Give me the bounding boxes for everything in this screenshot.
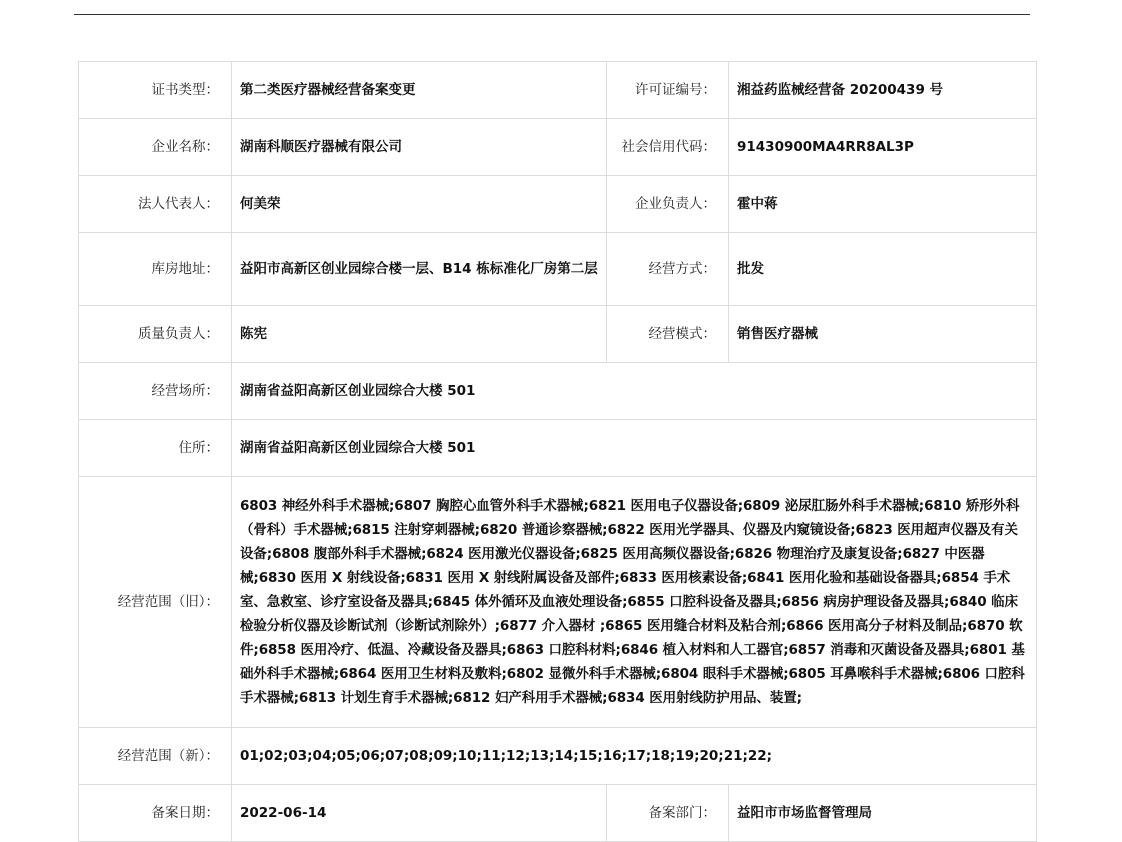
company-head-label: 企业负责人： xyxy=(607,176,729,233)
record-dept-label: 备案部门： xyxy=(607,785,729,842)
license-no-value: 湘益药监械经营备 20200439 号 xyxy=(729,62,1037,119)
warehouse-label: 库房地址： xyxy=(79,233,232,306)
warehouse-value: 益阳市高新区创业园综合楼一层、B14 栋标准化厂房第二层 xyxy=(232,233,607,306)
company-head-value: 霍中蒋 xyxy=(729,176,1037,233)
cert-type-value: 第二类医疗器械经营备案变更 xyxy=(232,62,607,119)
cert-type-label: 证书类型： xyxy=(79,62,232,119)
business-model-label: 经营模式： xyxy=(607,306,729,363)
record-date-value: 2022-06-14 xyxy=(232,785,607,842)
residence-value: 湖南省益阳高新区创业园综合大楼 501 xyxy=(232,420,1037,477)
residence-label: 住所： xyxy=(79,420,232,477)
company-name-label: 企业名称： xyxy=(79,119,232,176)
row-scope-old xyxy=(79,477,1037,728)
business-mode-value: 批发 xyxy=(729,233,1037,306)
row-record-date xyxy=(79,785,1037,842)
row-scope-new xyxy=(79,728,1037,785)
business-place-label: 经营场所： xyxy=(79,363,232,420)
row-cert-type xyxy=(79,62,1037,119)
row-legal-rep xyxy=(79,176,1037,233)
company-name-value: 湖南科顺医疗器械有限公司 xyxy=(232,119,607,176)
row-company-name xyxy=(79,119,1037,176)
quality-head-label: 质量负责人： xyxy=(79,306,232,363)
credit-code-value: 91430900MA4RR8AL3P xyxy=(729,119,1037,176)
scope-old-value: 6803 神经外科手术器械;6807 胸腔心血管外科手术器械;6821 医用电子仪器设备;6809 泌尿肛肠外科手术器械;6810 矫形外科（骨科）手术器械;6815 注射穿刺器械;6820 普通诊察器械;6822 医用光学器具、仪器及内窥镜设备;6823 医用超声仪器及有关设备;6808 腹部外科手术器械;6824 医用激光仪器设备;6825 医用高频仪器设备;6826 物理治疗及康复设备;6827 中医器械;6830 医用 X 射线设备;6831 医用 X 射线附属设备及部件;6833 医用核素设备;6841 医用化验和基础设备器具;6854 手术室、急救室、诊疗室设备及器具;6845 体外循环及血液处理设备;6855 口腔科设备及器具;6856 病房护理设备及器具;6840 临床检验分析仪器及诊断试剂（诊断试剂除外）;6877 介入器材 ;6865 医用缝合材料及粘合剂;6866 医用高分子材料及制品;6870 软件;6858 医用冷疗、低温、冷藏设备及器具;6863 口腔科材料;6846 植入材料和人工器官;6857 消毒和灭菌设备及器具;6801 基础外科手术器械;6864 医用卫生材料及敷料;6802 显微外科手术器械;6804 眼科手术器械;6805 耳鼻喉科手术器械;6806 口腔科手术器械;6813 计划生育手术器械;6812 妇产科用手术器械;6834 医用射线防护用品、装置; xyxy=(232,477,1037,728)
business-model-value: 销售医疗器械 xyxy=(729,306,1037,363)
record-table xyxy=(78,61,1037,842)
row-quality-head xyxy=(79,306,1037,363)
license-no-label: 许可证编号： xyxy=(607,62,729,119)
row-residence xyxy=(79,420,1037,477)
row-business-place xyxy=(79,363,1037,420)
scope-new-label: 经营范围（新）： xyxy=(79,728,232,785)
legal-rep-label: 法人代表人： xyxy=(79,176,232,233)
scope-old-label: 经营范围（旧）： xyxy=(79,477,232,728)
header-rule xyxy=(74,14,1030,15)
business-mode-label: 经营方式： xyxy=(607,233,729,306)
row-warehouse xyxy=(79,233,1037,306)
record-date-label: 备案日期： xyxy=(79,785,232,842)
quality-head-value: 陈宪 xyxy=(232,306,607,363)
scope-new-value: 01;02;03;04;05;06;07;08;09;10;11;12;13;14;15;16;17;18;19;20;21;22; xyxy=(232,728,1037,785)
record-dept-value: 益阳市市场监督管理局 xyxy=(729,785,1037,842)
credit-code-label: 社会信用代码： xyxy=(607,119,729,176)
legal-rep-value: 何美荣 xyxy=(232,176,607,233)
business-place-value: 湖南省益阳高新区创业园综合大楼 501 xyxy=(232,363,1037,420)
